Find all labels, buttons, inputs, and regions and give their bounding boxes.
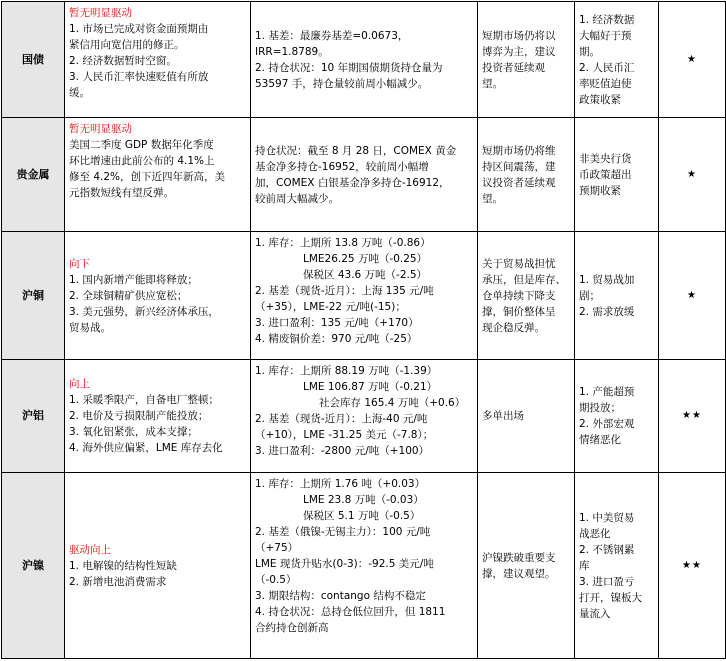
table-row-aluminium — [2, 360, 726, 473]
view-line: 承压，但是库存、 — [482, 273, 566, 286]
risk-line: 情绪恶化 — [579, 434, 621, 446]
data-line: 4. 精废铜价差：970 元/吨（-25） — [255, 333, 418, 345]
table-row-precious-metals — [2, 118, 726, 232]
risk-line: 2. 外部宏观 — [579, 418, 635, 430]
risk-line: 预期收紧 — [579, 184, 621, 197]
risk-line: 剧； — [579, 289, 600, 302]
data-cell — [251, 360, 478, 473]
data-line: 2. 持仓状况：10 年期国债期货持仓量为 — [255, 61, 443, 74]
risk-cell — [575, 118, 659, 232]
data-line: 4. 持仓状况：总持仓低位回升，但 1811 — [255, 606, 446, 618]
risk-line: 1. 产能超预 — [579, 386, 635, 398]
data-cell — [251, 2, 478, 118]
risk-line: 期投放； — [579, 402, 621, 414]
view-line: 多单出场 — [482, 410, 524, 422]
driver-line: 贸易战。 — [69, 321, 111, 334]
risk-line: 大幅好于预 — [579, 29, 632, 42]
driver-line: 2. 新增电池消费需求 — [69, 575, 167, 588]
risk-line: 率贬值迫使 — [579, 77, 632, 90]
risk-line: 战恶化 — [579, 527, 611, 540]
data-line: 保税区 5.1 万吨（-0.5） — [303, 510, 421, 522]
risk-line: 非美央行货 — [579, 152, 632, 165]
data-line: 1. 库存：上期所 88.19 万吨（-1.39） — [255, 365, 438, 377]
direction-label: 驱动向上 — [69, 543, 111, 556]
direction-label: 暂无明显驱动 — [69, 123, 132, 135]
view-line: 投资者延续观 — [482, 61, 545, 74]
commodity-name: 沪铜 — [2, 232, 65, 360]
risk-line: 1. 贸易战加 — [579, 273, 635, 286]
driver-line: 3. 人民币汇率快速贬值有所放 — [69, 71, 209, 83]
data-line: LME 现货升贴水(0-3)：-92.5 美元/吨 — [255, 558, 434, 570]
view-line: 议投资者延续观 — [482, 176, 556, 189]
driver-line: 2. 电价及亏损限制产能投放； — [69, 410, 209, 422]
table-row-treasury — [2, 2, 726, 118]
view-line: 关于贸易战担忧 — [482, 257, 556, 270]
view-line: 短期市场仍将维 — [482, 144, 556, 157]
data-line: 2. 基差（现货-近月）：上海-40 元/吨 — [255, 413, 428, 425]
driver-line: 3. 氧化铝紧张，成本支撑； — [69, 426, 198, 438]
data-line: 3. 进口盈利：135 元/吨（+170） — [255, 317, 419, 329]
driver-line: 4. 海外供应偏紧，LME 库存去化 — [69, 442, 223, 454]
direction-label: 向上 — [69, 378, 90, 390]
rating-stars: ★ — [659, 232, 726, 360]
view-cell — [478, 232, 575, 360]
driver-line: 1. 电解镍的结构性短缺 — [69, 559, 177, 572]
view-cell — [478, 118, 575, 232]
data-line: IRR=1.8789。 — [255, 45, 329, 58]
view-line: 现企稳反弹。 — [482, 321, 545, 334]
risk-cell — [575, 2, 659, 118]
table-row-nickel — [2, 473, 726, 659]
driver-line: 环比增速由此前公布的 4.1%上 — [69, 155, 215, 167]
view-cell — [478, 2, 575, 118]
driver-line: 修至 4.2%，创下近四年新高，美 — [69, 171, 226, 183]
view-cell — [478, 473, 575, 659]
direction-label: 向下 — [69, 257, 90, 270]
commodity-strategy-table — [1, 1, 726, 659]
direction-label: 暂无明显驱动 — [69, 7, 132, 19]
drivers-cell — [65, 473, 251, 659]
data-cell — [251, 118, 478, 232]
driver-line: 2. 全球铜精矿供应宽松； — [69, 289, 188, 302]
rating-stars: ★★ — [659, 473, 726, 659]
commodity-name: 沪镍 — [2, 473, 65, 659]
view-line: 仓单持续下降支 — [482, 289, 556, 302]
risk-line: 政策收紧 — [579, 93, 621, 106]
risk-line: 量流入 — [579, 607, 611, 620]
driver-line: 2. 经济数据暂时空窗。 — [69, 55, 177, 67]
risk-line: 币政策超出 — [579, 168, 632, 181]
data-line: 1. 库存：上期所 1.76 吨（+0.03） — [255, 478, 426, 490]
data-line: 合约持仓创新高 — [255, 622, 329, 634]
data-line: LME 23.8 万吨（-0.03） — [303, 494, 424, 506]
commodity-name: 国债 — [2, 2, 65, 118]
drivers-cell — [65, 232, 251, 360]
data-line: LME26.25 万吨（-0.25） — [303, 253, 428, 265]
data-line: 2. 基差（俄镍-无锡主力）：100 元/吨 — [255, 526, 431, 538]
drivers-cell — [65, 118, 251, 232]
view-line: 望。 — [482, 77, 503, 90]
commodity-name: 沪铝 — [2, 360, 65, 473]
data-line: 3. 期限结构：contango 结构不稳定 — [255, 590, 426, 602]
driver-line: 3. 美元强势，新兴经济体承压， — [69, 305, 219, 318]
risk-line: 2. 需求放缓 — [579, 305, 635, 318]
driver-line: 元指数短线有望反弹。 — [69, 187, 174, 199]
data-line: 较前周大幅减少。 — [255, 192, 339, 205]
data-line: 3. 进口盈利：-2800 元/吨（+100） — [255, 445, 430, 457]
driver-line: 缓。 — [69, 87, 90, 99]
drivers-cell — [65, 2, 251, 118]
risk-line: 1. 中美贸易 — [579, 511, 635, 524]
risk-line: 打开，镍板大 — [579, 591, 642, 604]
risk-line: 3. 进口盈亏 — [579, 575, 635, 588]
risk-line: 1. 经济数据 — [579, 13, 635, 26]
risk-cell — [575, 232, 659, 360]
data-line: （+75） — [255, 542, 299, 554]
rating-stars: ★ — [659, 118, 726, 232]
view-line: 短期市场仍将以 — [482, 29, 556, 42]
risk-cell — [575, 473, 659, 659]
data-line: 1. 基差：最廉券基差=0.0673， — [255, 29, 409, 42]
view-line: 持区间震荡，建 — [482, 160, 556, 173]
data-line: 基金净多持仓-16952，较前周小幅增 — [255, 160, 429, 173]
view-line: 撑，建议观望。 — [482, 567, 556, 580]
data-line: 加，COMEX 白银基金净多持仓-16912， — [255, 176, 450, 189]
driver-line: 美国二季度 GDP 数据年化季度 — [69, 139, 214, 151]
driver-line: 紧信用向宽信用的修正。 — [69, 39, 185, 51]
rating-stars: ★ — [659, 2, 726, 118]
view-line: 沪镍跌破重要支 — [482, 551, 556, 564]
risk-cell — [575, 360, 659, 473]
view-line: 撑，铜价整体呈 — [482, 305, 556, 318]
risk-line: 2. 不锈钢累 — [579, 543, 635, 556]
driver-line: 1. 采暖季限产，自备电厂整顿； — [69, 394, 219, 406]
driver-line: 1. 国内新增产能即将释放； — [69, 273, 198, 286]
data-line: LME 106.87 万吨（-0.21） — [303, 381, 438, 393]
commodity-name: 贵金属 — [2, 118, 65, 232]
data-line: 53597 手，持仓量较前周小幅减少。 — [255, 77, 429, 90]
view-line: 望。 — [482, 192, 503, 205]
risk-line: 2. 人民币汇 — [579, 61, 635, 74]
data-line: 1. 库存：上期所 13.8 万吨（-0.86） — [255, 237, 431, 249]
data-line: 2. 基差（现货-近月）：上海 135 元/吨 — [255, 285, 434, 297]
data-line: 持仓状况：截至 8 月 28 日，COMEX 黄金 — [255, 144, 457, 157]
table-row-copper — [2, 232, 726, 360]
data-line: 社会库存 165.4 万吨（+0.6） — [319, 397, 466, 409]
data-line: 保税区 43.6 万吨（-2.5） — [303, 269, 428, 281]
data-line: （+35），LME-22 元/吨(-15)； — [255, 301, 406, 313]
risk-line: 期。 — [579, 45, 600, 58]
rating-stars: ★★ — [659, 360, 726, 473]
driver-line: 1. 市场已完成对资金面预期由 — [69, 23, 209, 35]
risk-line: 库 — [579, 559, 590, 572]
data-cell — [251, 473, 478, 659]
data-line: （+10），LME -31.25 美元（-7.8）； — [255, 429, 434, 441]
view-cell — [478, 360, 575, 473]
data-cell — [251, 232, 478, 360]
drivers-cell — [65, 360, 251, 473]
view-line: 博弈为主，建议 — [482, 45, 556, 58]
data-line: （-0.5） — [255, 574, 297, 586]
